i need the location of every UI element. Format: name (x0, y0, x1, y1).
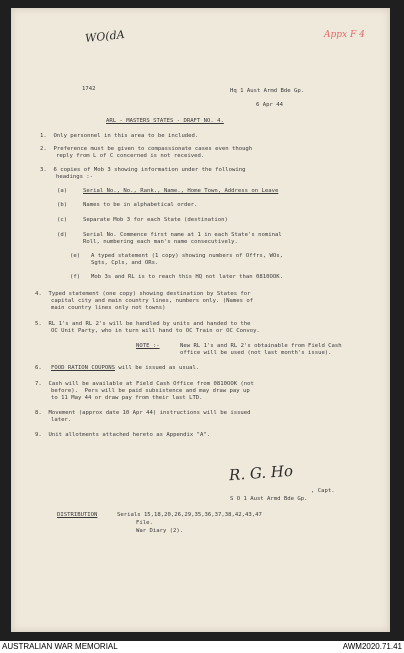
subitem-b-letter: (b) (57, 202, 68, 208)
distribution-file: File. (136, 520, 153, 526)
footer-accession: AWM2020.71.41 (342, 642, 402, 651)
item-3-line-2: headings :- (56, 174, 94, 180)
appendix-stamp: Appx F 4 (324, 30, 365, 40)
formation-heading: Hq 1 Aust Armd Bde Gp. (230, 88, 305, 94)
food-coupons-label: FOOD RATION COUPONS (51, 365, 115, 371)
distribution-war-diary: War Diary (2). (136, 528, 184, 534)
item-7-line-1: 7. Cash will be available at Field Cash Office from 0810OOK (not (35, 381, 254, 387)
item-6-number: 6. (35, 365, 42, 371)
footer-credit: AUSTRALIAN WAR MEMORIAL (2, 642, 118, 651)
signature-block: S O 1 Aust Armd Bde Gp. (230, 496, 308, 502)
subitem-d-line-1: Serial No. Commence first name at 1 in each State's nominal (83, 232, 282, 238)
signature: R. G. Ho (228, 461, 294, 485)
item-6-text (51, 365, 199, 371)
subitem-e-letter: (e) (70, 253, 81, 259)
document-date: 6 Apr 44 (256, 102, 283, 108)
subitem-a-letter: (a) (57, 188, 68, 194)
handwritten-annotation: WO(dA (84, 27, 126, 46)
item-8-line-2: later. (51, 417, 72, 423)
item-2-line-2: reply from L of C concerned is not received. (56, 153, 205, 159)
item-4-line-2: capital city and main country lines, numbers only. (Names of (51, 298, 254, 304)
note-line-1: New RL 1's and RL 2's obtainable from Field Cash (180, 343, 342, 349)
distribution-serials: Serials 15,18,20,26,29,35,36,37,38,42,43,47 (117, 512, 262, 518)
document-page (11, 8, 390, 632)
item-6-rest: will be issued as usual. (115, 365, 200, 371)
note-line-2: office will be used (not last month's issue). (180, 350, 332, 356)
note-label: NOTE :- (136, 343, 160, 349)
item-3-line-1: 3. 6 copies of Mob 3 showing information under the following (40, 167, 246, 173)
subitem-d-line-2: Roll, numbering each man's name consecutively. (83, 239, 238, 245)
subitem-c-letter: (c) (57, 217, 68, 223)
item-7-line-3: to 11 May 44 or draw pay from their last LTD. (51, 395, 203, 401)
item-4-line-1: 4. Typed statement (one copy) showing destination by States for (35, 291, 251, 297)
item-8-line-1: 8. Movement (approx date 10 Apr 44) instructions will be issued (35, 410, 251, 416)
signature-rank: , Capt. (311, 488, 335, 494)
subitem-f-text: Mob 3s and RL is to reach this HQ not later than 0810OOK. (91, 274, 283, 280)
item-2-line-1: 2. Preference must be given to compassionate cases even though (40, 146, 253, 152)
item-4-line-3: main country lines only not towns) (51, 305, 166, 311)
item-5-line-2: OC Unit Party, who in turn will hand to OC Train or OC Convoy. (51, 328, 260, 334)
subitem-e-line-2: Sgts, Cpls, and ORs. (91, 260, 159, 266)
subitem-f-letter: (f) (70, 274, 81, 280)
item-7-line-2: before). Pers will be paid subsistence and may draw pay up (51, 388, 250, 394)
subitem-a-text: Serial No., No., Rank., Name., Home Town, Address on Leave (83, 188, 279, 194)
subitem-c-text: Separate Mob 3 for each State (destination) (83, 217, 228, 223)
item-5-line-1: 5. RL 1's and RL 2's will be handled by units and handed to the (35, 321, 251, 327)
item-1: 1. Only personnel in this area to be included. (40, 133, 199, 139)
reference-number: 1742 (82, 86, 96, 92)
document-title: ARL - MASTERS STATES - DRAFT NO. 4. (106, 118, 224, 124)
subitem-e-line-1: A typed statement (1 copy) showing numbers of Offrs, WOs, (91, 253, 283, 259)
subitem-d-letter: (d) (57, 232, 68, 238)
distribution-label: DISTRIBUTION (57, 512, 98, 518)
item-9: 9. Unit allotments attached hereto as Appendix "A". (35, 432, 211, 438)
subitem-b-text: Names to be in alphabetical order. (83, 202, 198, 208)
